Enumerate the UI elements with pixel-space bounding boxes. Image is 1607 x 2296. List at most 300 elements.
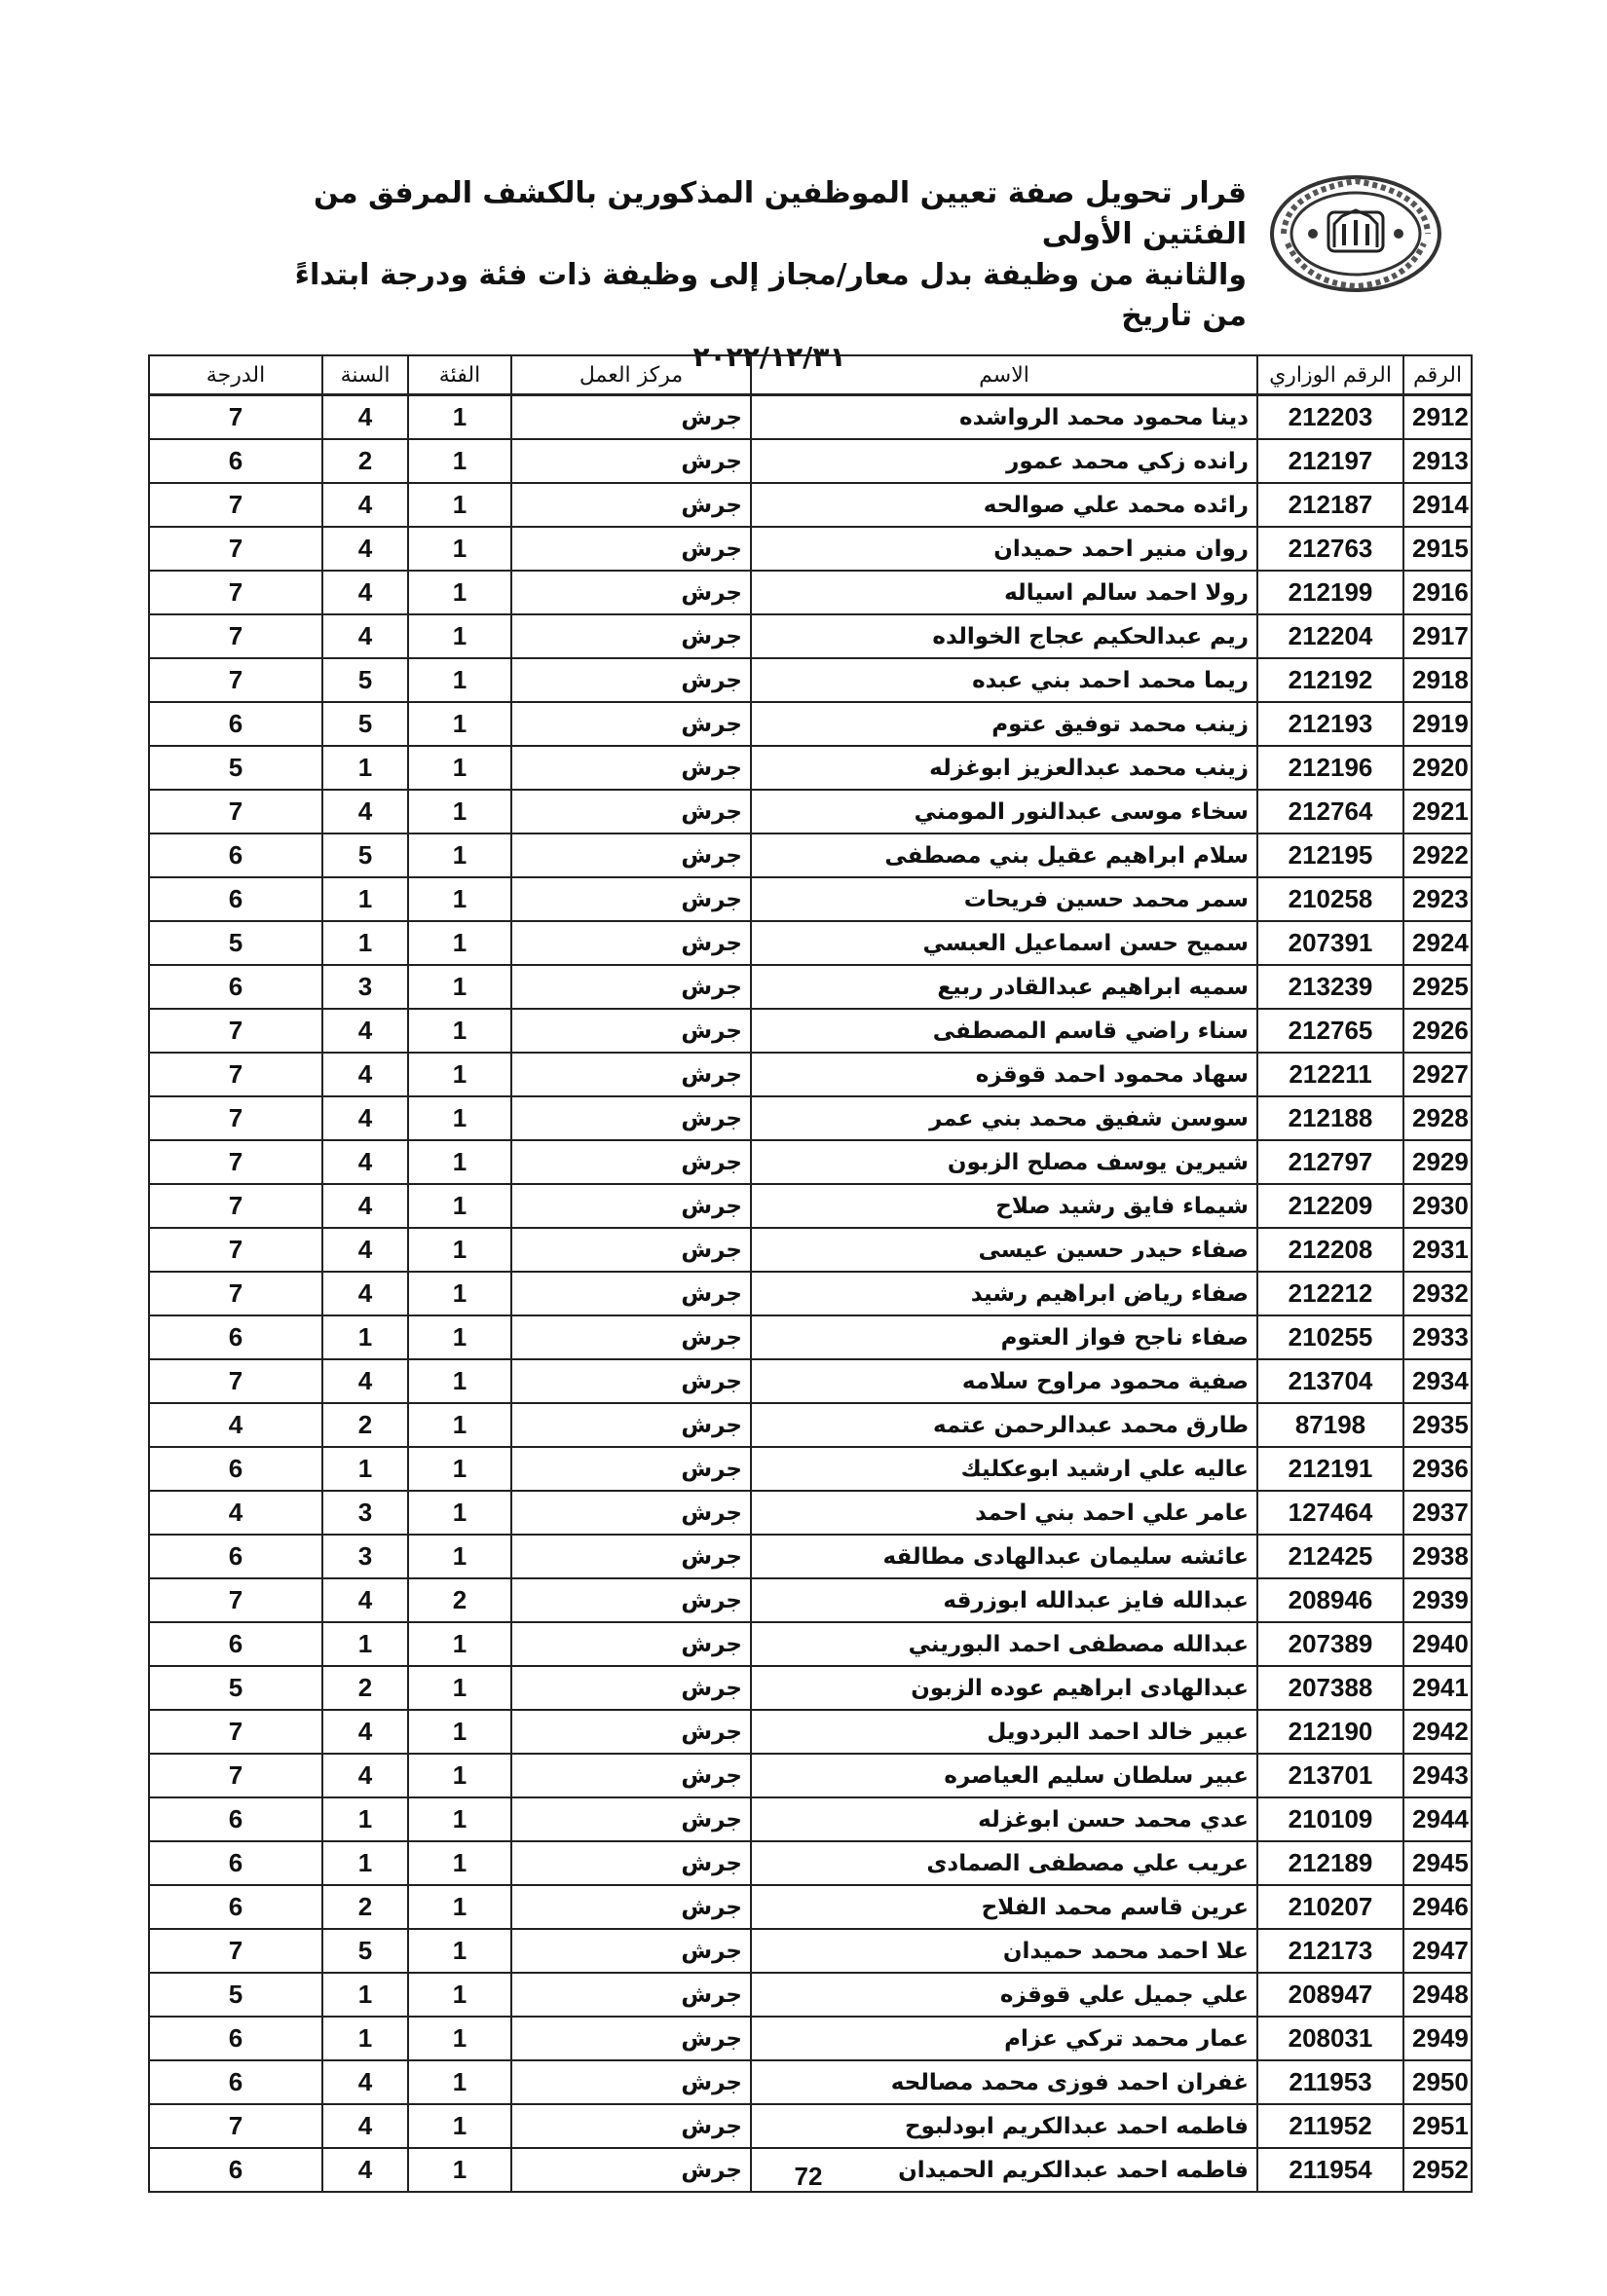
cell-ministry-no: 212192	[1257, 658, 1403, 702]
cell-ministry-no: 208947	[1257, 1973, 1403, 2017]
column-header-work-center: مركز العمل	[511, 355, 751, 395]
cell-name: سخاء موسى عبدالنور المومني	[751, 790, 1257, 833]
table-row	[149, 1578, 1472, 1622]
cell-seq: 2952	[1403, 2148, 1472, 2192]
cell-grade: 7	[149, 1053, 322, 1096]
cell-name: سوسن شفيق محمد بني عمر	[751, 1096, 1257, 1140]
cell-seq: 2945	[1403, 1841, 1472, 1885]
cell-work-center: جرش	[511, 790, 751, 833]
cell-year: 1	[322, 877, 408, 921]
cell-seq: 2940	[1403, 1622, 1472, 1666]
cell-work-center: جرش	[511, 1929, 751, 1973]
cell-name: شيرين يوسف مصلح الزبون	[751, 1140, 1257, 1184]
cell-work-center: جرش	[511, 1622, 751, 1666]
cell-name: سهاد محمود احمد قوقزه	[751, 1053, 1257, 1096]
cell-category: 1	[408, 2148, 511, 2192]
table-row	[149, 1622, 1472, 1666]
cell-category: 1	[408, 439, 511, 483]
cell-year: 1	[322, 1797, 408, 1841]
cell-ministry-no: 212173	[1257, 1929, 1403, 1973]
cell-work-center: جرش	[511, 1359, 751, 1403]
cell-category: 1	[408, 2060, 511, 2104]
cell-seq: 2922	[1403, 833, 1472, 877]
cell-seq: 2930	[1403, 1184, 1472, 1228]
cell-ministry-no: 213704	[1257, 1359, 1403, 1403]
cell-grade: 5	[149, 1666, 322, 1710]
cell-ministry-no: 212189	[1257, 1841, 1403, 1885]
cell-category: 1	[408, 1973, 511, 2017]
cell-seq: 2927	[1403, 1053, 1472, 1096]
cell-work-center: جرش	[511, 527, 751, 571]
cell-grade: 7	[149, 527, 322, 571]
cell-name: عبدالله فايز عبدالله ابوزرقه	[751, 1578, 1257, 1622]
cell-grade: 7	[149, 483, 322, 527]
cell-year: 1	[322, 1315, 408, 1359]
cell-work-center: جرش	[511, 1140, 751, 1184]
cell-category: 1	[408, 833, 511, 877]
cell-name: صفية محمود مراوح سلامه	[751, 1359, 1257, 1403]
cell-category: 1	[408, 1754, 511, 1797]
cell-grade: 7	[149, 1272, 322, 1315]
cell-ministry-no: 212797	[1257, 1140, 1403, 1184]
cell-year: 4	[322, 1096, 408, 1140]
cell-work-center: جرش	[511, 1885, 751, 1929]
cell-name: عدي محمد حسن ابوغزله	[751, 1797, 1257, 1841]
table-row	[149, 1272, 1472, 1315]
cell-year: 4	[322, 790, 408, 833]
cell-category: 1	[408, 527, 511, 571]
cell-name: عبدالهادى ابراهيم عوده الزبون	[751, 1666, 1257, 1710]
cell-work-center: جرش	[511, 1272, 751, 1315]
cell-work-center: جرش	[511, 2060, 751, 2104]
cell-ministry-no: 211954	[1257, 2148, 1403, 2192]
cell-work-center: جرش	[511, 483, 751, 527]
cell-category: 1	[408, 1009, 511, 1053]
cell-work-center: جرش	[511, 1535, 751, 1578]
cell-seq: 2942	[1403, 1710, 1472, 1754]
cell-work-center: جرش	[511, 833, 751, 877]
cell-grade: 7	[149, 1228, 322, 1272]
cell-work-center: جرش	[511, 1973, 751, 2017]
cell-year: 4	[322, 1359, 408, 1403]
cell-work-center: جرش	[511, 395, 751, 440]
cell-year: 4	[322, 527, 408, 571]
cell-grade: 6	[149, 1885, 322, 1929]
cell-ministry-no: 210109	[1257, 1797, 1403, 1841]
cell-seq: 2914	[1403, 483, 1472, 527]
cell-year: 4	[322, 483, 408, 527]
cell-work-center: جرش	[511, 1841, 751, 1885]
cell-work-center: جرش	[511, 2148, 751, 2192]
cell-seq: 2938	[1403, 1535, 1472, 1578]
cell-work-center: جرش	[511, 1578, 751, 1622]
cell-ministry-no: 207388	[1257, 1666, 1403, 1710]
cell-work-center: جرش	[511, 571, 751, 614]
cell-ministry-no: 213701	[1257, 1754, 1403, 1797]
cell-seq: 2950	[1403, 2060, 1472, 2104]
cell-work-center: جرش	[511, 1228, 751, 1272]
table-row	[149, 1885, 1472, 1929]
cell-ministry-no: 212763	[1257, 527, 1403, 571]
cell-work-center: جرش	[511, 1053, 751, 1096]
cell-name: رائده محمد علي صوالحه	[751, 483, 1257, 527]
cell-seq: 2929	[1403, 1140, 1472, 1184]
cell-year: 4	[322, 1009, 408, 1053]
cell-ministry-no: 212193	[1257, 702, 1403, 746]
cell-grade: 6	[149, 877, 322, 921]
column-header-seq: الرقم	[1403, 355, 1472, 395]
table-row	[149, 877, 1472, 921]
cell-category: 2	[408, 1578, 511, 1622]
cell-year: 5	[322, 1929, 408, 1973]
table-row	[149, 2104, 1472, 2148]
cell-seq: 2948	[1403, 1973, 1472, 2017]
cell-seq: 2928	[1403, 1096, 1472, 1140]
cell-year: 4	[322, 1053, 408, 1096]
cell-ministry-no: 212764	[1257, 790, 1403, 833]
cell-year: 1	[322, 1841, 408, 1885]
cell-name: عمار محمد تركي عزام	[751, 2017, 1257, 2060]
table-row	[149, 1666, 1472, 1710]
cell-ministry-no: 210207	[1257, 1885, 1403, 1929]
cell-year: 1	[322, 1447, 408, 1491]
cell-name: سناء راضي قاسم المصطفى	[751, 1009, 1257, 1053]
cell-work-center: جرش	[511, 1710, 751, 1754]
cell-ministry-no: 211953	[1257, 2060, 1403, 2104]
cell-grade: 6	[149, 439, 322, 483]
cell-work-center: جرش	[511, 877, 751, 921]
cell-name: رولا احمد سالم اسياله	[751, 571, 1257, 614]
table-row	[149, 921, 1472, 965]
cell-category: 1	[408, 1710, 511, 1754]
cell-ministry-no: 208031	[1257, 2017, 1403, 2060]
cell-category: 1	[408, 1053, 511, 1096]
cell-name: ريما محمد احمد بني عبده	[751, 658, 1257, 702]
document-title	[292, 173, 1247, 378]
table-row	[149, 1797, 1472, 1841]
table-row	[149, 1447, 1472, 1491]
cell-work-center: جرش	[511, 2104, 751, 2148]
cell-name: صفاء حيدر حسين عيسى	[751, 1228, 1257, 1272]
cell-work-center: جرش	[511, 1797, 751, 1841]
cell-category: 1	[408, 1315, 511, 1359]
cell-seq: 2926	[1403, 1009, 1472, 1053]
cell-grade: 6	[149, 2017, 322, 2060]
table-row	[149, 1053, 1472, 1096]
cell-grade: 7	[149, 614, 322, 658]
table-row	[149, 1491, 1472, 1535]
cell-name: صفاء ناجح فواز العتوم	[751, 1315, 1257, 1359]
cell-seq: 2936	[1403, 1447, 1472, 1491]
table-row	[149, 2060, 1472, 2104]
cell-name: روان منير احمد حميدان	[751, 527, 1257, 571]
cell-name: طارق محمد عبدالرحمن عتمه	[751, 1403, 1257, 1447]
cell-year: 4	[322, 1710, 408, 1754]
cell-year: 4	[322, 571, 408, 614]
cell-category: 1	[408, 1184, 511, 1228]
cell-category: 1	[408, 1140, 511, 1184]
cell-grade: 7	[149, 1140, 322, 1184]
table-row	[149, 1973, 1472, 2017]
cell-seq: 2915	[1403, 527, 1472, 571]
cell-name: غفران احمد فوزى محمد مصالحه	[751, 2060, 1257, 2104]
cell-name: عائشه سليمان عبدالهادى مطالقه	[751, 1535, 1257, 1578]
cell-name: عرين قاسم محمد الفلاح	[751, 1885, 1257, 1929]
cell-ministry-no: 212199	[1257, 571, 1403, 614]
cell-ministry-no: 212196	[1257, 746, 1403, 790]
table-row	[149, 2017, 1472, 2060]
cell-ministry-no: 212188	[1257, 1096, 1403, 1140]
cell-category: 1	[408, 614, 511, 658]
cell-year: 5	[322, 833, 408, 877]
table-row	[149, 1841, 1472, 1885]
cell-category: 1	[408, 921, 511, 965]
cell-seq: 2925	[1403, 965, 1472, 1009]
cell-ministry-no: 210255	[1257, 1315, 1403, 1359]
cell-category: 1	[408, 1666, 511, 1710]
table-row	[149, 702, 1472, 746]
cell-year: 4	[322, 2060, 408, 2104]
cell-year: 3	[322, 1491, 408, 1535]
cell-category: 1	[408, 483, 511, 527]
cell-category: 1	[408, 1403, 511, 1447]
cell-seq: 2923	[1403, 877, 1472, 921]
cell-work-center: جرش	[511, 658, 751, 702]
cell-work-center: جرش	[511, 1666, 751, 1710]
table-row	[149, 1403, 1472, 1447]
cell-work-center: جرش	[511, 1184, 751, 1228]
table-row	[149, 790, 1472, 833]
cell-work-center: جرش	[511, 702, 751, 746]
cell-category: 1	[408, 1228, 511, 1272]
cell-seq: 2931	[1403, 1228, 1472, 1272]
cell-grade: 6	[149, 2060, 322, 2104]
cell-ministry-no: 212190	[1257, 1710, 1403, 1754]
cell-category: 1	[408, 1491, 511, 1535]
cell-grade: 6	[149, 1535, 322, 1578]
cell-grade: 6	[149, 1315, 322, 1359]
cell-name: سمر محمد حسين فريحات	[751, 877, 1257, 921]
cell-seq: 2934	[1403, 1359, 1472, 1403]
cell-year: 2	[322, 439, 408, 483]
column-header-name: الاسم	[751, 355, 1257, 395]
cell-grade: 7	[149, 1754, 322, 1797]
cell-work-center: جرش	[511, 1491, 751, 1535]
table-row	[149, 614, 1472, 658]
cell-seq: 2913	[1403, 439, 1472, 483]
cell-name: عبدالله مصطفى احمد البوريني	[751, 1622, 1257, 1666]
table-body	[149, 395, 1472, 2193]
cell-name: سميه ابراهيم عبدالقادر ربيع	[751, 965, 1257, 1009]
cell-ministry-no: 212204	[1257, 614, 1403, 658]
cell-seq: 2917	[1403, 614, 1472, 658]
cell-seq: 2944	[1403, 1797, 1472, 1841]
cell-grade: 7	[149, 1710, 322, 1754]
cell-category: 1	[408, 965, 511, 1009]
cell-name: سلام ابراهيم عقيل بني مصطفى	[751, 833, 1257, 877]
cell-grade: 7	[149, 1578, 322, 1622]
cell-name: عبير سلطان سليم العياصره	[751, 1754, 1257, 1797]
cell-grade: 7	[149, 571, 322, 614]
cell-year: 1	[322, 746, 408, 790]
cell-category: 1	[408, 790, 511, 833]
cell-grade: 6	[149, 702, 322, 746]
cell-name: علا احمد محمد حميدان	[751, 1929, 1257, 1973]
cell-ministry-no: 212209	[1257, 1184, 1403, 1228]
cell-ministry-no: 213239	[1257, 965, 1403, 1009]
cell-grade: 7	[149, 2104, 322, 2148]
cell-name: صفاء رياض ابراهيم رشيد	[751, 1272, 1257, 1315]
cell-seq: 2921	[1403, 790, 1472, 833]
cell-grade: 7	[149, 1184, 322, 1228]
cell-category: 1	[408, 746, 511, 790]
cell-year: 4	[322, 1140, 408, 1184]
cell-ministry-no: 212425	[1257, 1535, 1403, 1578]
cell-category: 1	[408, 1272, 511, 1315]
cell-grade: 6	[149, 965, 322, 1009]
cell-category: 1	[408, 877, 511, 921]
cell-ministry-no: 212195	[1257, 833, 1403, 877]
cell-category: 1	[408, 1797, 511, 1841]
cell-category: 1	[408, 1535, 511, 1578]
cell-grade: 7	[149, 1096, 322, 1140]
title-line-2: والثانية من وظيفة بدل معار/مجاز إلى وظيفة ذات فئة ودرجة ابتداءً من تاريخ	[294, 258, 1247, 333]
table-row	[149, 1929, 1472, 1973]
cell-category: 1	[408, 1841, 511, 1885]
cell-ministry-no: 212197	[1257, 439, 1403, 483]
cell-category: 1	[408, 1447, 511, 1491]
column-header-grade: الدرجة	[149, 355, 322, 395]
cell-name: عامر علي احمد بني احمد	[751, 1491, 1257, 1535]
cell-seq: 2933	[1403, 1315, 1472, 1359]
column-header-ministry-no: الرقم الوزاري	[1257, 355, 1403, 395]
title-line-1: قرار تحويل صفة تعيين الموظفين المذكورين بالكشف المرفق من الفئتين الأولى	[313, 176, 1247, 251]
cell-grade: 6	[149, 1622, 322, 1666]
cell-work-center: جرش	[511, 2017, 751, 2060]
cell-work-center: جرش	[511, 1096, 751, 1140]
cell-category: 1	[408, 395, 511, 440]
cell-name: عبير خالد احمد البردويل	[751, 1710, 1257, 1754]
cell-grade: 6	[149, 1841, 322, 1885]
cell-category: 1	[408, 1929, 511, 1973]
cell-ministry-no: 211952	[1257, 2104, 1403, 2148]
table-row	[149, 1359, 1472, 1403]
cell-work-center: جرش	[511, 1009, 751, 1053]
cell-seq: 2912	[1403, 395, 1472, 440]
cell-seq: 2939	[1403, 1578, 1472, 1622]
cell-work-center: جرش	[511, 614, 751, 658]
cell-year: 4	[322, 2104, 408, 2148]
cell-ministry-no: 210258	[1257, 877, 1403, 921]
cell-seq: 2924	[1403, 921, 1472, 965]
table-row	[149, 1228, 1472, 1272]
cell-year: 4	[322, 1272, 408, 1315]
title-date: ٢٠٢٢/١٢/٣١	[692, 341, 846, 373]
cell-year: 1	[322, 1973, 408, 2017]
cell-ministry-no: 212203	[1257, 395, 1403, 440]
cell-year: 1	[322, 1622, 408, 1666]
cell-year: 1	[322, 2017, 408, 2060]
cell-grade: 7	[149, 1009, 322, 1053]
cell-name: رانده زكي محمد عمور	[751, 439, 1257, 483]
cell-category: 1	[408, 658, 511, 702]
table-row	[149, 1754, 1472, 1797]
cell-grade: 5	[149, 746, 322, 790]
cell-year: 4	[322, 614, 408, 658]
cell-category: 1	[408, 571, 511, 614]
cell-grade: 7	[149, 1359, 322, 1403]
table-row	[149, 658, 1472, 702]
table-row	[149, 1184, 1472, 1228]
cell-work-center: جرش	[511, 921, 751, 965]
cell-year: 2	[322, 1666, 408, 1710]
table-row	[149, 571, 1472, 614]
ministry-seal-icon	[1266, 173, 1445, 295]
cell-seq: 2943	[1403, 1754, 1472, 1797]
cell-year: 4	[322, 1754, 408, 1797]
cell-seq: 2932	[1403, 1272, 1472, 1315]
cell-name: عاليه علي ارشيد ابوعكليك	[751, 1447, 1257, 1491]
cell-work-center: جرش	[511, 965, 751, 1009]
cell-work-center: جرش	[511, 439, 751, 483]
table-row	[149, 527, 1472, 571]
cell-ministry-no: 127464	[1257, 1491, 1403, 1535]
table-row	[149, 1710, 1472, 1754]
cell-name: علي جميل علي قوقزه	[751, 1973, 1257, 2017]
cell-seq: 2951	[1403, 2104, 1472, 2148]
cell-category: 1	[408, 1622, 511, 1666]
cell-grade: 6	[149, 1797, 322, 1841]
table-row	[149, 483, 1472, 527]
column-header-year: السنة	[322, 355, 408, 395]
cell-ministry-no: 208946	[1257, 1578, 1403, 1622]
cell-seq: 2937	[1403, 1491, 1472, 1535]
cell-year: 2	[322, 1403, 408, 1447]
table-row	[149, 1009, 1472, 1053]
cell-name: شيماء فايق رشيد صلاح	[751, 1184, 1257, 1228]
cell-seq: 2935	[1403, 1403, 1472, 1447]
cell-year: 5	[322, 658, 408, 702]
cell-ministry-no: 212187	[1257, 483, 1403, 527]
cell-seq: 2919	[1403, 702, 1472, 746]
employees-table	[148, 354, 1473, 2193]
cell-category: 1	[408, 702, 511, 746]
cell-year: 1	[322, 921, 408, 965]
cell-ministry-no: 212211	[1257, 1053, 1403, 1096]
cell-year: 4	[322, 1228, 408, 1272]
cell-year: 3	[322, 965, 408, 1009]
cell-ministry-no: 207391	[1257, 921, 1403, 965]
cell-grade: 6	[149, 833, 322, 877]
cell-grade: 5	[149, 921, 322, 965]
cell-name: سميح حسن اسماعيل العبسي	[751, 921, 1257, 965]
cell-year: 3	[322, 1535, 408, 1578]
cell-grade: 4	[149, 1491, 322, 1535]
table-row	[149, 1315, 1472, 1359]
cell-year: 4	[322, 2148, 408, 2192]
cell-category: 1	[408, 2017, 511, 2060]
cell-category: 1	[408, 1096, 511, 1140]
table-row	[149, 965, 1472, 1009]
cell-grade: 7	[149, 658, 322, 702]
cell-year: 5	[322, 702, 408, 746]
cell-work-center: جرش	[511, 1754, 751, 1797]
cell-ministry-no: 212212	[1257, 1272, 1403, 1315]
cell-name: عريب علي مصطفى الصمادى	[751, 1841, 1257, 1885]
cell-name: زينب محمد عبدالعزيز ابوغزله	[751, 746, 1257, 790]
cell-seq: 2947	[1403, 1929, 1472, 1973]
cell-name: فاطمه احمد عبدالكريم ابودلبوح	[751, 2104, 1257, 2148]
